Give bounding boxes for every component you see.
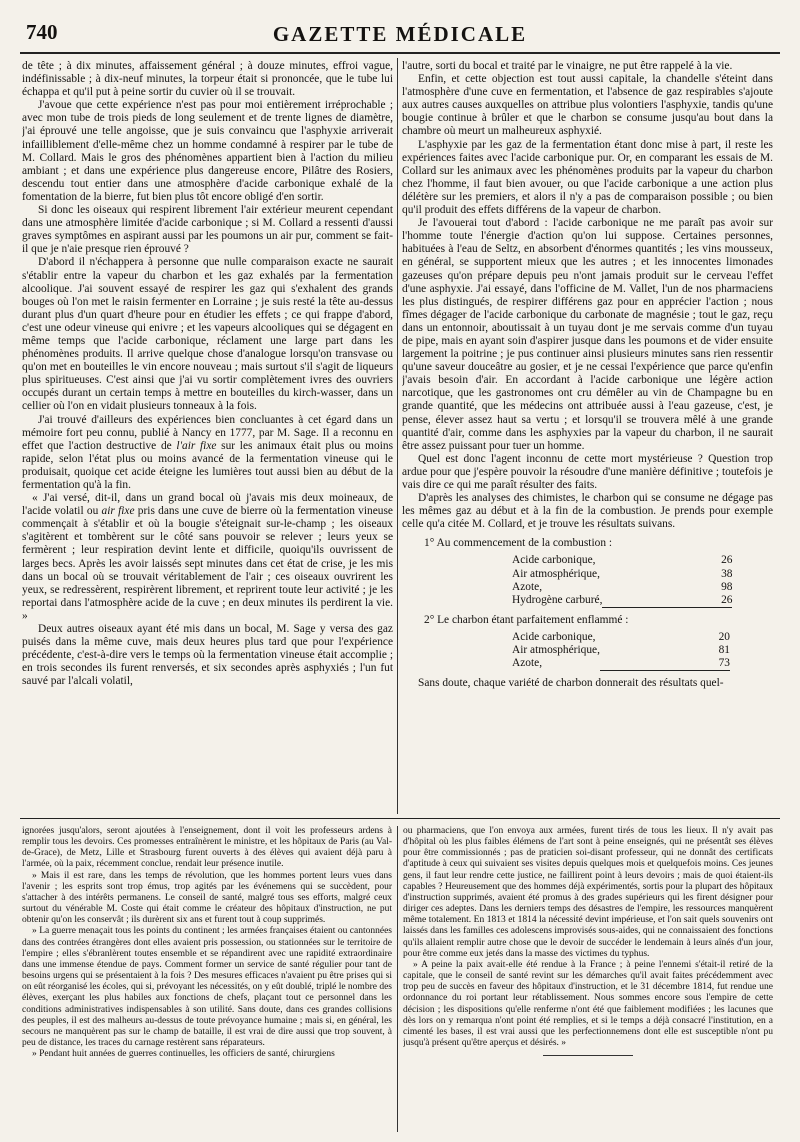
footnote-paragraph: » A peine la paix avait-elle été rendue à la France ; à peine l'ennemi s'était-il retiré de la capitale, que le conseil de santé revint sur les démarches qu'il avait faites précédemment avec trop peu de succès en faveur des hôpitaux d'instruction, et le 31 décembre 1814, fut rendue une ordonnance du roi portant leur rétablissement. Nous sommes encore sous l'empire de cette décision ; les dispositions qu'elle renferme n'ont été que faiblement modifiées ; les lacunes que dès lors on y remarqua n'ont point été remplies, et si le temps a déjà consacré l'institution, en a cimenté les bases, il est vrai aussi que les perfectionnemens dont elle est susceptible n'ont pu jusqu'à présent qu'être aperçus et désirés. » [403,959,773,1048]
paragraph: Quel est donc l'agent inconnu de cette mort mystérieuse ? Question trop ardue pour que j'espère pouvoir la résoudre d'une manière définitive ; toutefois je vais dire ce qui me paraît résulter des faits. [402,452,773,491]
table-row [512,594,732,608]
paragraph: Deux autres oiseaux ayant été mis dans un bocal, M. Sage y versa des gaz puisés dans la même cuve, mais deux heures plus tard que pour l'expérience précédente, c'est-à-dire vers le temps où la fermentation vineuse était accomplie ; en trois secondes ils furent renversés, et six secondes après asphyxiés ; l'un fut sauvé par l'alcali volatil, [22,623,393,688]
table-row [512,568,732,581]
footnote-paragraph: ignorées jusqu'alors, seront ajoutées à l'enseignement, dont il voit les professeurs ardens à remplir tous les devoirs. Ces promesses entraînèrent le ministre, et les hôpitaux de Paris (au Val-de-Grace), de Metz, Lille et Strasbourg furent ouverts à des élèves qui avaient déjà paru à l'armée, où la paix, récemment conclue, rendait leur présence inutile. [22,826,392,870]
closing-rule [543,1055,633,1056]
gas-value: 81 [718,644,730,657]
paragraph: Sans doute, chaque variété de charbon donnerait des résultats quel- [418,677,724,690]
paragraph: D'abord il n'échappera à personne que nulle comparaison exacte ne saurait s'établir entre la vapeur du charbon et les gaz exhalés par la fermentation alcoolique. J'ai souvent essayé de respirer les gaz qui s'exhalent des grands bouges où l'on met le raisin fermenter en Lorraine ; je suis resté la tête au-dessus durant plus d'un quart d'heure pour en étudier les effets ; ce qui frappe d'abord, c'est une odeur vineuse qui enivre ; et les vapeurs alcooliques qui se dégagent en même temps que l'acide carbonique, réclament une large part dans les phénomènes produits. Il arrive quelque chose d'analogue lorsqu'on transvase ou qu'on met en bouteilles le vin encore nouveau ; mais surtout s'il s'agit de liqueurs plus spiritueuses. C'est ainsi que j'ai vu sortir complètement ivres des ouvriers occupés durant un certain temps à mettre en bouteilles du kirch-wasser, dans un cellier où l'on en vidait plusieurs tonneaux à la fois. [22,256,393,413]
gas-label: Acide carbonique, [512,554,596,567]
gas-table-start [512,554,732,607]
paragraph: de tête ; à dix minutes, affaissement général ; à douze minutes, effroi vague, indéfinissable ; à dix-neuf minutes, la torpeur était si prononcée, que le tube lui échappa et qu'il put à peine sortir du cuvier où il se trouvait. [22,60,393,99]
gas-label: Air atmosphérique, [512,644,600,657]
header-rule [20,52,780,54]
italic-term: l'air fixe [176,439,217,452]
paragraph: Je l'avouerai tout d'abord : l'acide carbonique ne me paraît pas avoir sur l'homme toute l'énergie d'action qu'on lui suppose. Certaines personnes, habituées à l'eau de Seltz, en absorbent d'énormes quantités ; les vins mousseux, en général, se supportent mieux que les autres ; et les innocentes limonades gazeuses qu'on prépare depuis peu n'ont jamais produit sur le cerveau l'effet d'une asphyxie. J'ai essayé, dans l'officine de M. Vallet, l'un de nos pharmaciens les plus distingués, de respirer différens gaz pour en apprécier l'action ; nous fîmes dégager de l'acide carbonique du carbonate de magnésie ; tout le gaz, reçu dans un entonnoir, aboutissait à un tuyau dont je me servais comme d'un tuyau de pipe, mais en ayant soin d'aspirer jusque dans les poumons et de vider ensuite largement la poitrine ; je pus continuer ainsi plusieurs minutes sans rien ressentir qu'une saveur douceâtre au gosier, et je ne cessai l'expérience que parce qu'enfin j'avais besoin d'air. En accordant à l'acide carbonique une légère action narcotique, que les gastronomes ont cru démêler au vin de Champagne bu en grande quantité, que les médecins ont attribuée aussi à l'eau gazeuse, c'est, je pense, élever assez haut sa vertu ; et lorsqu'il se trouvera mêlé à une grande quantité d'air, comme dans les asphyxies par la vapeur du charbon, il ne saurait être assez puissant pour tuer un homme. [402,217,773,452]
journal-title: GAZETTE MÉDICALE [272,22,528,46]
paragraph [22,414,393,493]
gas-label: Azote, [512,657,543,670]
footnote-paragraph: » La guerre menaçait tous les points du continent ; les armées françaises étaient ou cantonnées dans des contrées étrangères dont elles avaient pris possession, ou stationnées sur le territoire de l'empire ; elles s'ébranlèrent toutes ensemble et se répandirent avec une rapidité extraordinaire dans une immense étendue de pays. Comment former un service de santé régulier pour tant de besoins urgens qui se présentaient à la fois ? Des mesures efficaces n'avaient pu être prises qui si on eût réorganisé les écoles, qui si, prévoyant les nécessités, on y eût doublé, triplé le nombre des élèves, exerçant les plus habiles aux fonctions de chefs, plaçant tout ce personnel dans les conditions administratives indispensables à son utilité. Sans doute, dans ces grandes collisions des peuples, il est des malheurs au-dessus de toute prévoyance humaine ; mais si, en général, les secours ne manquèrent pas sur le champ de bataille, il est vrai de dire aussi que trop souvent, à peu de distance, les traces du carnage restèrent sans réparateurs. [22,926,392,1048]
paragraph: D'après les analyses des chimistes, le charbon qui se consume ne dégage pas les mêmes gaz au début et à la fin de la combustion. Je prends pour exemple celle qu'a citée M. Collard, et je trouve les résultats suivans. [402,492,773,531]
table-row [512,554,732,567]
text-span: « J'ai versé, dit-il, dans un grand bocal où j'avais mis deux moineaux, de l'acide volatil ou [22,492,393,518]
footnote-paragraph: » Mais il est rare, dans les temps de révolution, que les hommes portent leurs vues dans l'avenir ; les esprits sont trop émus, trop agités par les événemens qui se succèdent, pour s'attacher à des intérêts permanens. Le conseil de santé, malgré tous ses efforts, malgré ceux surtout du vénérable M. Coste qui était comme le créateur des hôpitaux d'instruction, ne put obtenir qu'on les conservât ; ils durèrent six ans et furent tout à coup supprimés. [22,870,392,926]
gas-label: Air atmosphérique, [512,567,600,580]
gas-label: Azote, [512,580,543,593]
gas-value: 73 [600,657,730,671]
table-row [512,581,732,594]
paragraph: L'asphyxie par les gaz de la fermentation étant donc mise à part, il reste les expériences faites avec l'acide carbonique pur. Or, en comparant les essais de M. Collard sur les animaux avec les phénomènes produits par la vapeur du charbon chez l'homme, il faut bien avouer, ou que l'acide carbonique a une action plus délétère sur les premiers, et alors il n'y a pas de comparaison possible ; ou bien qu'il produit des effets différens de la vapeur de charbon. [402,138,773,217]
footnote-right [403,826,773,1132]
right-column [402,60,773,812]
gas-label: Acide carbonique, [512,630,596,643]
table-heading: 1° Au commencement de la combustion : [424,537,613,550]
footnote-divider [397,826,398,1132]
gas-value: 26 [602,594,732,608]
table-row [512,644,730,657]
gas-value: 38 [721,567,733,580]
quotation [22,492,393,623]
table-heading: 2° Le charbon étant parfaitement enflammé : [424,613,629,626]
text-span: J'ai trouvé d'ailleurs des expériences bien concluantes à cet égard dans un mémoire fort peu connu, publié à Nancy en 1777, par M. Sage. Il a reconnu en effet que l'action destructive de [22,413,393,452]
page-number: 740 [26,20,58,44]
gas-label: Hydrogène carburé, [512,594,603,606]
text-span: sur les animaux était plus ou moins rapide, selon l'état plus ou moins avancé de la fermentation vineuse qui le produisait, quoique cet acide éteigne les lumières tout aussi bien au début de la fermentation qu'à la fin. [22,439,393,491]
italic-term: air fixe [101,505,135,518]
footnote-paragraph: ou pharmaciens, que l'on envoya aux armées, furent tirés de tous les lieux. Il n'y avait pas d'hôpital où les plus faibles élémens de l'art sont à peine enseignés, qui ne présentât ses élèves pour être commissionnés ; pas de praticien soi-disant professeur, qui ne donnât des certificats d'aptitude à ceux qui suivaient ses visites depuis quelques mois et quelquefois moins. Ces jeunes gens, il faut leur rendre cette justice, ne faillirent point à leurs devoirs ; mais de quoi étaient-ils capables ? Heureusement que des hommes déjà expérimentés, sortis pour la plupart des hôpitaux d'instruction supprimés, avaient été promus à des grades supérieurs qui les firent désigner pour diriger ces adeptes. Dans les derniers temps des désastres de l'empire, les ressources manquèrent même totalement. En 1813 et 1814 la nécessité devint impérieuse, et l'on sait quels souvenirs ont laissés dans les familles ces adolescens improvisés sous-aides, qui ne connaissaient des fonctions qu'ils allaient remplir autre chose que le devoir de succéder le lendemain à leurs aînés d'un jour, pour être comme eux jetés dans la masse des victimes du typhus. [403,826,773,959]
table-row [512,657,730,671]
footnote-left [22,826,392,1132]
text-span: pris dans une cuve de bierre où la fermentation vineuse commençait à s'établir et où la bougie s'éteignait sur-le-champ ; les oiseaux s'agitèrent et tombèrent sur le côté sans pouvoir se relever ; leurs yeux se fermèrent ; leur respiration devint lente et difficile, quoiqu'ils ouvrissent de larges becs. Après les avoir laissés sept minutes dans cet état de crise, je les mis dans un bocal où se trouvait véritablement de l'air ; ces oiseaux ouvrirent les yeux, se redressèrent, respirèrent librement, et reprirent toute leur activité ; je les reportai dans l'atmosphère acide de la cuve ; en deux minutes ils perdirent la vie. » [22,505,393,622]
column-divider [397,58,398,814]
paragraph: l'autre, sorti du bocal et traité par le vinaigre, ne put être rappelé à la vie. [402,60,733,72]
footnote-paragraph: » Pendant huit années de guerres continuelles, les officiers de santé, chirurgiens [32,1049,335,1060]
gas-value: 20 [718,630,730,643]
paragraph: Enfin, et cette objection est tout aussi capitale, la chandelle s'éteint dans l'atmosphère d'une cuve en fermentation, et l'absence de gaz respirables s'ajoute aux autres causes auxquelles on attribue plus volontiers l'asphyxie, tandis qu'une bougie continue à brûler et que le charbon se consume jusqu'au bout dans la chambre où meurt un malheureux asphyxié. [402,73,773,138]
gas-value: 26 [721,554,733,567]
gas-table-full-burn [512,631,730,671]
paragraph: Si donc les oiseaux qui respirent librement l'air extérieur meurent cependant dans une atmosphère limitée d'acide carbonique ; si M. Collard a ressenti d'aussi graves symptômes en aspirant aussi par les poumons un air pur, comment se fait-il que je n'aie presque rien éprouvé ? [22,204,393,256]
footnote-rule [20,818,780,819]
gas-value: 98 [721,580,733,593]
paragraph: J'avoue que cette expérience n'est pas pour moi entièrement irréprochable ; avec mon tube de trois pieds de long seulement et de trente lignes de diamètre, j'ai éprouvé une telle angoisse, que je suis convaincu que l'asphyxie arriverait infailliblement d'elle-même chez un homme condamné à respirer par le tube de M. Collard. Mais le gros des phénomènes appartient bien à l'action du milieu ambiant ; et dans une expérience plus dangereuse encore, Pilâtre des Rosiers, descendu tout entier dans une atmosphère d'acide carbonique exhalé de la fomentation de la bierre, fut bien plus tôt encore obligé d'en sortir. [22,99,393,203]
left-column [22,60,393,812]
table-row [512,631,730,644]
